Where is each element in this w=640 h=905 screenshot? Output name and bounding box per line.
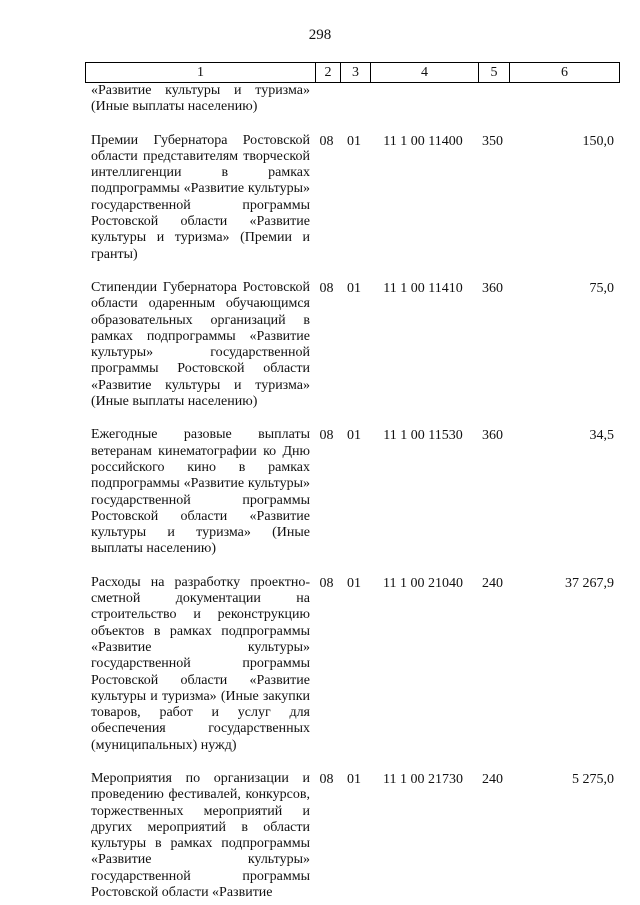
table-row — [85, 427, 618, 557]
table-row — [85, 771, 618, 901]
row-csr: 11 1 00 21040 — [383, 575, 463, 591]
row-name: Расходы на разработку проектно-сметной документации на строительство и реконструкцию объектов в рамках подпрограммы «Развитие культуры» государственной программы Ростовской области «Развитие культуры и туризма» (Иные закупки товаров, работ и услуг для обеспечения государственных (муниципальных) нужд) — [91, 574, 310, 753]
row-sum: 150,0 — [582, 133, 614, 149]
row-rz: 08 — [319, 575, 334, 591]
row-name: Премии Губернатора Ростовской области представителям творческой интеллигенции в рамках подпрограммы «Развитие культуры» государственной программы Ростовской области «Развитие культуры и туризма» (Премии и гранты) — [91, 132, 310, 262]
header-col-6: 6 — [509, 63, 619, 82]
row-name: Ежегодные разовые выплаты ветеранам кинематографии ко Дню российского кино в рамках подпрограммы «Развитие культуры» государственной программы Ростовской области «Развитие культуры и туризма» (Иные выплаты населению) — [91, 427, 310, 557]
row-csr: 11 1 00 11410 — [383, 280, 463, 296]
row-sum: 34,5 — [589, 428, 614, 444]
table-row — [85, 575, 618, 754]
row-pr: 01 — [347, 280, 361, 296]
row-sum: 37 267,9 — [565, 575, 614, 591]
row-name: Стипендии Губернатора Ростовской области одаренным обучающимся образовательных организаций в рамках подпрограммы «Развитие культуры» государственной программы Ростовской области «Развитие культуры и туризма» (Иные выплаты населению) — [91, 279, 310, 410]
row-csr: 11 1 00 11530 — [383, 428, 463, 444]
row-vr: 240 — [482, 771, 503, 787]
row-vr: 360 — [482, 428, 503, 444]
table-row — [85, 133, 618, 263]
table-body — [85, 83, 618, 901]
row-rz: 08 — [319, 428, 334, 444]
header-col-2: 2 — [315, 63, 340, 82]
row-csr: 11 1 00 11400 — [383, 133, 463, 149]
row-sum: 75,0 — [589, 280, 614, 296]
row-pr: 01 — [347, 133, 361, 149]
header-col-5: 5 — [478, 63, 509, 82]
row-pr: 01 — [347, 428, 361, 444]
row-name: Мероприятия по организации и проведению фестивалей, конкурсов, торжественных мероприятий и других мероприятий в области культуры в рамках подпрограммы «Развитие культуры» государственной программы Ростовской области «Развитие — [91, 770, 310, 901]
continuation-text: «Развитие культуры и туризма» (Иные выплаты населению) — [91, 83, 310, 115]
row-rz: 08 — [319, 771, 334, 787]
row-sum: 5 275,0 — [572, 771, 614, 787]
table-row — [85, 280, 618, 410]
page-number: 298 — [308, 27, 332, 43]
row-rz: 08 — [319, 280, 334, 296]
row-vr: 240 — [482, 575, 503, 591]
row-vr: 350 — [482, 133, 503, 149]
continuation-row — [85, 83, 618, 116]
table-header — [85, 62, 620, 83]
row-csr: 11 1 00 21730 — [383, 771, 463, 787]
header-col-1: 1 — [197, 65, 204, 80]
row-vr: 360 — [482, 280, 503, 296]
header-col-3: 3 — [340, 63, 370, 82]
row-rz: 08 — [319, 133, 334, 149]
header-col-4: 4 — [370, 63, 478, 82]
row-pr: 01 — [347, 575, 361, 591]
row-pr: 01 — [347, 771, 361, 787]
